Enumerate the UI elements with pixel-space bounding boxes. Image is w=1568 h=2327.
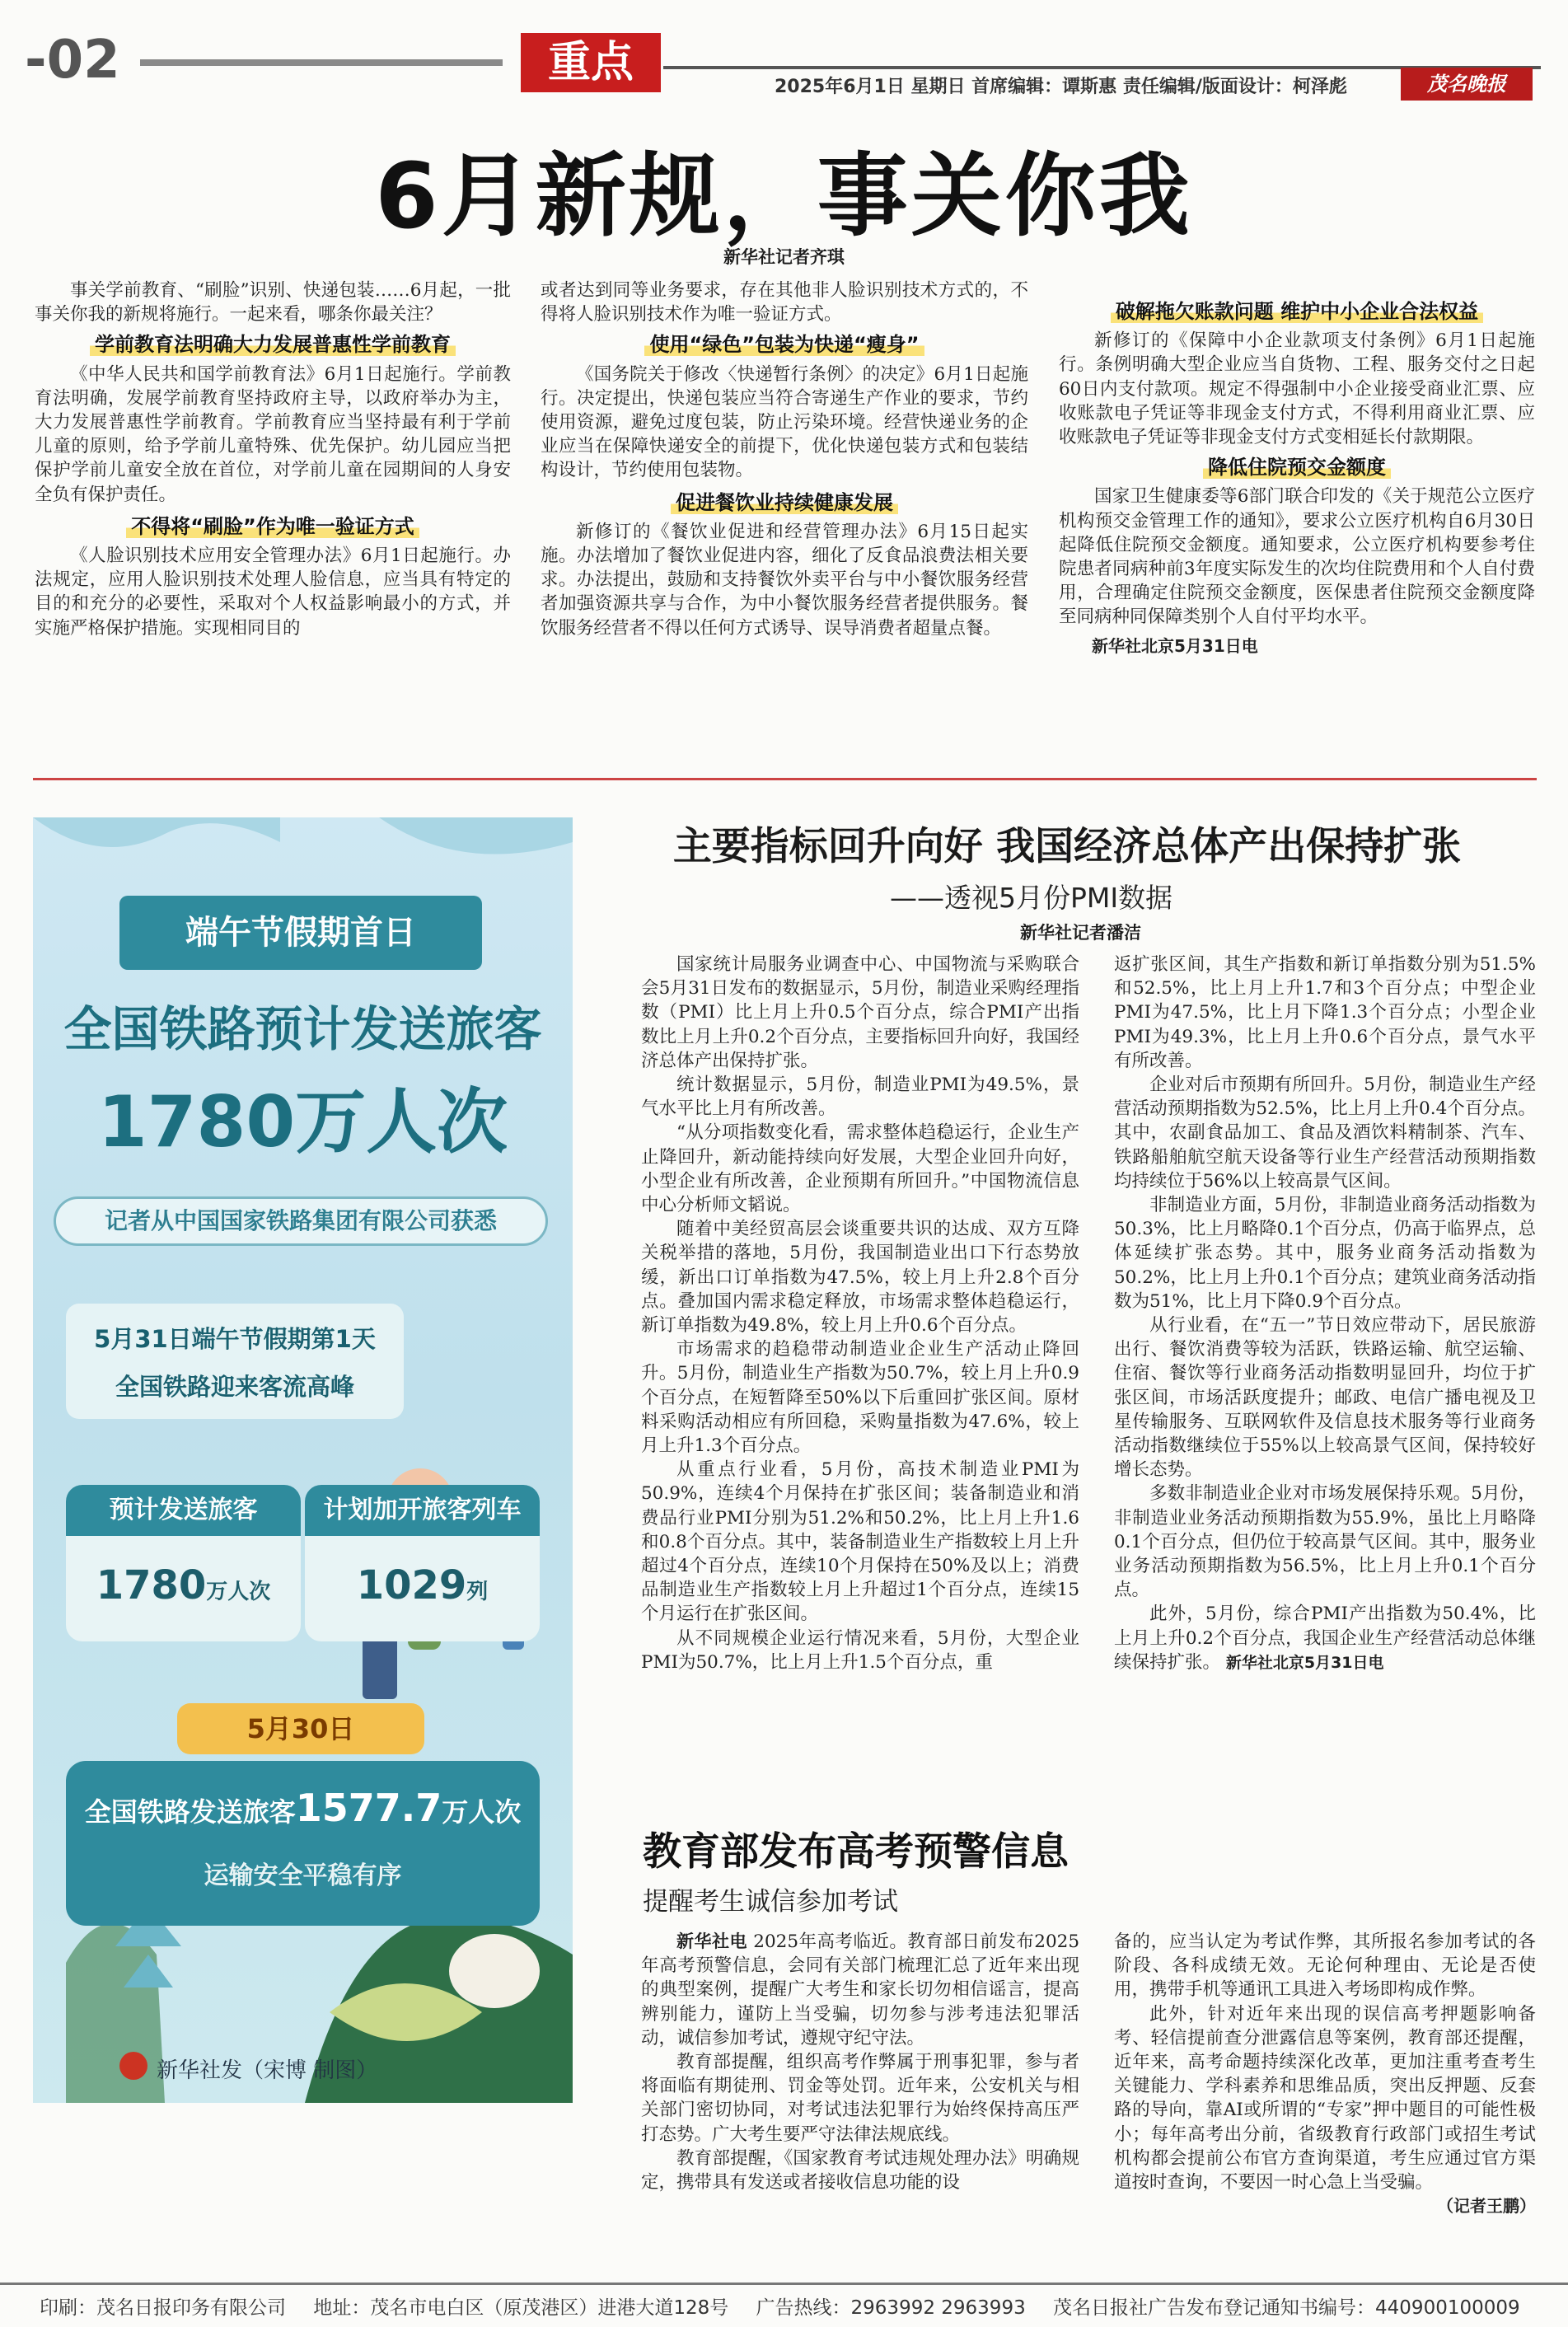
stat-trains	[305, 1485, 540, 1641]
lead-body-2: 《人脸识别技术应用安全管理办法》6月1日起施行。办法规定，应用人脸识别技术处理人脸信息，应当具有特定的目的和充分的必要性，采取对个人权益影响最小的方式，并实施严格保护措施。实现相同目的	[35, 545, 511, 639]
pmi-paragraph: 企业对后市预期有所回升。5月份，制造业生产经营活动预期指数为52.5%，比上月上升0.4个百分点。其中，农副食品加工、食品及酒饮料精制茶、汽车、铁路船舶航空航天设备等行业生产经营活动预期指数均持续位于56%以上较高景气区间。	[1114, 1075, 1536, 1192]
pmi-paragraph: 从不同规模企业运行情况来看，5月份，大型企业PMI为50.7%，比上月上升1.5个百分点，重	[641, 1627, 1079, 1673]
gaokao-title: 教育部发布高考预警信息	[643, 1829, 1069, 1875]
lead-heading-5: 破解拖欠账款问题 维护中小企业合法权益	[1059, 300, 1535, 324]
footer-reg: 茂名日报社广告发布登记通知书编号：440900100009	[1053, 2297, 1520, 2319]
footer-address: 地址：茂名市电白区（原茂港区）进港大道128号	[313, 2297, 729, 2319]
poster-headline-2: 1780万人次	[97, 1081, 508, 1164]
poster-summary	[66, 1761, 540, 1926]
poster-headline-1: 全国铁路预计发送旅客	[63, 1001, 542, 1057]
pmi-subtitle: ——透视5月份PMI数据	[890, 882, 1173, 914]
lead-body-6: 国家卫生健康委等6部门联合印发的《关于规范公立医疗机构预交金管理工作的通知》，要求公立医疗机构自6月30日起降低住院预交金额度。通知要求，公立医疗机构要参考住院患者同病种前3年度实际发生的次均住院费用和个人自付费用，合理确定住院预交金额度，医保患者住院预交金额度降至同病种同保障类别个人自付平均水平。	[1059, 486, 1535, 628]
poster-banner: 端午节假期首日	[119, 896, 482, 970]
pmi-paragraph: 返扩张区间，其生产指数和新订单指数分别为51.5%和52.5%，比上月上升1.7和3个百分点；中型企业PMI为47.5%，比上月下降1.3个百分点；小型企业PMI为49.3%，比上月上升0.6个百分点，景气水平有所改善。	[1114, 954, 1536, 1071]
pmi-dateline: 新华社北京5月31日电	[1225, 1653, 1384, 1672]
pmi-paragraph: 此外，5月份，综合PMI产出指数为50.4%，比上月上升0.2个百分点，我国企业生产经营活动总体继续保持扩张。 新华社北京5月31日电	[1114, 1604, 1536, 1673]
lead-body-3: 《国务院关于修改〈快递暂行条例〉的决定》6月1日起施行。决定提出，快递包装应当符合寄递生产作业的要求，节约使用资源，避免过度包装，防止污染环境。经营快递业务的企业应当在保障快递安全的前提下，优化快递包装方式和包装结构设计，节约使用包装物。	[541, 363, 1028, 481]
poster-date: 5月30日	[177, 1703, 424, 1754]
pmi-paragraph: 从行业看，在“五一”节日效应带动下，居民旅游出行、餐饮消费等较为活跃，铁路运输、航空运输、住宿、餐饮等行业商务活动指数明显回升，均位于扩张区间，市场活跃度提升；邮政、电信广播电视及卫星传输服务、互联网软件及信息技术服务等行业商务活动指数继续位于55%以上较高景气区间，保持较好增长态势。	[1114, 1315, 1536, 1481]
issue-info: 2025年6月1日 星期日 首席编辑：谭斯惠 责任编辑/版面设计：柯泽彪	[775, 77, 1347, 97]
gaokao-column-1	[641, 1930, 1079, 2194]
poster-summary-line-1: 全国铁路发送旅客1577.7万人次	[84, 1786, 522, 1830]
gaokao-paragraph: 此外，针对近年来出现的误信高考押题影响备考、轻信提前查分泄露信息等案例，教育部还提醒，近年来，高考命题持续深化改革，更加注重考查考生关键能力、学科素养和思维品质，突出反押题、反套路的导向，靠AI或所谓的“专家”押中题目的可能性极小；每年高考出分前，省级教育行政部门或招生考试机构都会提前公布官方查询渠道，考生应通过官方渠道按时查询，不要因一时心急上当受骗。	[1114, 2003, 1536, 2194]
lead-heading-3: 使用“绿色”包装为快递“瘦身”	[541, 333, 1028, 357]
lead-column-1	[35, 279, 511, 640]
footer-print: 印刷：茂名日报印务有限公司	[40, 2297, 286, 2319]
pmi-paragraph: “从分项指数变化看，需求整体趋稳运行，企业生产止降回升，新动能持续向好发展，大型企业回升向好，小型企业有所改善，企业预期有所回升。”中国物流信息中心分析师文韬说。	[641, 1122, 1079, 1216]
xinhua-seal-icon	[119, 2052, 147, 2080]
pmi-paragraph: 国家统计局服务业调查中心、中国物流与采购联合会5月31日发布的数据显示，5月份，制造业采购经理指数（PMI）比上月上升0.5个百分点，综合PMI产出指数比上月上升0.2个百分点，主要指标回升向好，我国经济总体产出保持扩张。	[641, 954, 1079, 1071]
pmi-paragraph: 从重点行业看，5月份，高技术制造业PMI为50.9%，连续4个月保持在扩张区间；装备制造业和消费品行业PMI分别为51.2%和50.2%，比上月上升1.6和0.8个百分点。其中，装备制造业生产指数较上月上升超过4个百分点，连续10个月保持在50%及以上；消费品制造业生产指数较上月上升超过1个百分点，连续15个月运行在扩张区间。	[641, 1459, 1079, 1625]
footer-ad: 广告热线：2963992 2963993	[756, 2297, 1026, 2319]
gaokao-paragraph: 教育部提醒，组织高考作弊属于刑事犯罪，参与者将面临有期徒刑、罚金等处罚。近年来，公安机关与相关部门密切协同，对考试违法犯罪行为始终保持高压严打态势。广大考生要严守法律法规底线。	[641, 2052, 1079, 2145]
pmi-byline: 新华社记者潘洁	[1020, 923, 1141, 943]
poster-credit: 新华社发（宋博 制图）	[157, 2058, 378, 2083]
stat-passengers	[66, 1485, 301, 1641]
gaokao-paragraph: 教育部提醒，《国家教育考试违规处理办法》明确规定，携带具有发送或者接收信息功能的设	[641, 2147, 1079, 2194]
pmi-paragraph: 多数非制造业企业对市场发展保持乐观。5月份，非制造业业务活动预期指数为55.9%，虽比上月略降0.1个百分点，但仍位于较高景气区间。其中，服务业业务活动预期指数为56.5%，比上月上升0.1个百分点。	[1114, 1483, 1536, 1601]
gaokao-paragraph: 备的，应当认定为考试作弊，其所报名参加考试的各阶段、各科成绩无效。无论何种理由、无论是否使用，携带手机等通讯工具进入考场即构成作弊。	[1114, 1931, 1536, 2001]
gaokao-paragraph: 新华社电 2025年高考临近。教育部日前发布2025年高考预警信息，会同有关部门梳理汇总了近年来出现的典型案例，提醒广大考生和家长切勿相信谣言，提高辨别能力，谨防上当受骗，切勿参与涉考违法犯罪活动，诚信参加考试，遵规守纪守法。	[641, 1931, 1080, 2048]
lead-intro: 事关学前教育、“刷脸”识别、快递包装……6月起，一批事关你我的新规将施行。一起来看，哪条你最关注？	[35, 280, 511, 325]
poster-summary-line-2: 运输安全平稳有序	[204, 1861, 402, 1890]
section-divider	[33, 778, 1537, 780]
gaokao-column-2	[1114, 1930, 1536, 2218]
lead-byline: 新华社记者齐琪	[723, 247, 845, 267]
lead-body-4: 新修订的《餐饮业促进和经营管理办法》6月15日起实施。办法增加了餐饮业促进内容，细化了反食品浪费法相关要求。办法提出，鼓励和支持餐饮外卖平台与中小餐饮服务经营者加强资源共享与合作，为中小餐饮服务经营者提供服务。餐饮服务经营者不得以任何方式诱导、误导消费者超量点餐。	[541, 521, 1028, 639]
pmi-paragraph: 统计数据显示，5月份，制造业PMI为49.5%，景气水平比上月有所改善。	[641, 1075, 1079, 1120]
page-number: -02	[25, 30, 120, 91]
gaokao-subtitle: 提醒考生诚信参加考试	[643, 1887, 898, 1917]
lead-title: 6月新规，事关你我	[375, 143, 1193, 249]
poster-highlight-line-1: 5月31日端午节假期第1天	[94, 1325, 376, 1353]
lead-column-2	[541, 279, 1028, 640]
poster-highlight-line-2: 全国铁路迎来客流高峰	[115, 1373, 354, 1401]
header-rule-left	[140, 59, 503, 66]
newspaper-logo: 茂名晚报	[1401, 68, 1533, 101]
pmi-title: 主要指标回升向好 我国经济总体产出保持扩张	[672, 824, 1462, 869]
pmi-column-2	[1114, 953, 1536, 1675]
section-label: 重点	[521, 33, 661, 92]
lead-heading-4: 促进餐饮业持续健康发展	[541, 491, 1028, 515]
stat-trains-value: 1029列	[356, 1562, 489, 1608]
lead-column-3	[1059, 300, 1535, 658]
lead-heading-2: 不得将“刷脸”作为唯一验证方式	[35, 515, 511, 539]
pmi-paragraph: 随着中美经贸高层会谈重要共识的达成、双方互降关税举措的落地，5月份，我国制造业出口下行态势放缓，新出口订单指数为47.5%，较上月上升2.8个百分点。叠加国内需求稳定释放，市场需求整体趋稳运行，新订单指数为49.8%，较上月上升0.6个百分点。	[641, 1219, 1079, 1337]
footer-rule	[0, 2283, 1568, 2285]
pmi-paragraph: 市场需求的趋稳带动制造业企业生产活动止降回升。5月份，制造业生产指数为50.7%，较上月上升0.9个百分点，在短暂降至50%以下后重回扩张区间。原材料采购活动相应有所回稳，采购量指数为47.6%，较上月上升1.3个百分点。	[641, 1339, 1079, 1457]
poster-source: 记者从中国国家铁路集团有限公司获悉	[54, 1196, 548, 1246]
pmi-column-1	[641, 953, 1079, 1674]
stat-trains-label: 计划加开旅客列车	[305, 1485, 540, 1536]
lead-body-2-cont: 或者达到同等业务要求，存在其他非人脸识别技术方式的，不得将人脸识别技术作为唯一验证方式。	[541, 280, 1028, 325]
lead-body-5: 新修订的《保障中小企业款项支付条例》6月1日起施行。条例明确大型企业应当自货物、工程、服务交付之日起60日内支付款项。规定不得强制中小企业接受商业汇票、应收账款电子凭证等非现金支付方式，不得利用商业汇票、应收账款电子凭证等非现金支付方式变相延长付款期限。	[1059, 330, 1535, 448]
lead-dateline: 新华社北京5月31日电	[1092, 635, 1258, 656]
stat-passengers-value: 1780万人次	[96, 1562, 271, 1608]
footer	[40, 2292, 1542, 2320]
gaokao-lead-tag: 新华社电	[676, 1931, 747, 1951]
stat-passengers-label: 预计发送旅客	[66, 1485, 301, 1536]
poster-highlight	[66, 1304, 404, 1419]
gaokao-credit: （记者王鹏）	[1437, 2196, 1536, 2217]
lead-body-1: 《中华人民共和国学前教育法》6月1日起施行。学前教育法明确，发展学前教育坚持政府主导，以政府举办为主，大力发展普惠性学前教育。学前教育应当坚持最有利于学前儿童的原则，给予学前儿童特殊、优先保护。幼儿园应当把保护学前儿童安全放在首位，对学前儿童在园期间的人身安全负有保护责任。	[35, 363, 511, 505]
lead-heading-1: 学前教育法明确大力发展普惠性学前教育	[35, 333, 511, 357]
lead-heading-6: 降低住院预交金额度	[1059, 456, 1535, 480]
railway-infographic	[33, 817, 573, 2103]
pmi-paragraph: 非制造业方面，5月份，非制造业商务活动指数为50.3%，比上月略降0.1个百分点，仍高于临界点，总体延续扩张态势。其中，服务业商务活动指数为50.2%，比上月上升0.1个百分点；建筑业商务活动指数为51%，比上月下降0.9个百分点。	[1114, 1195, 1536, 1312]
